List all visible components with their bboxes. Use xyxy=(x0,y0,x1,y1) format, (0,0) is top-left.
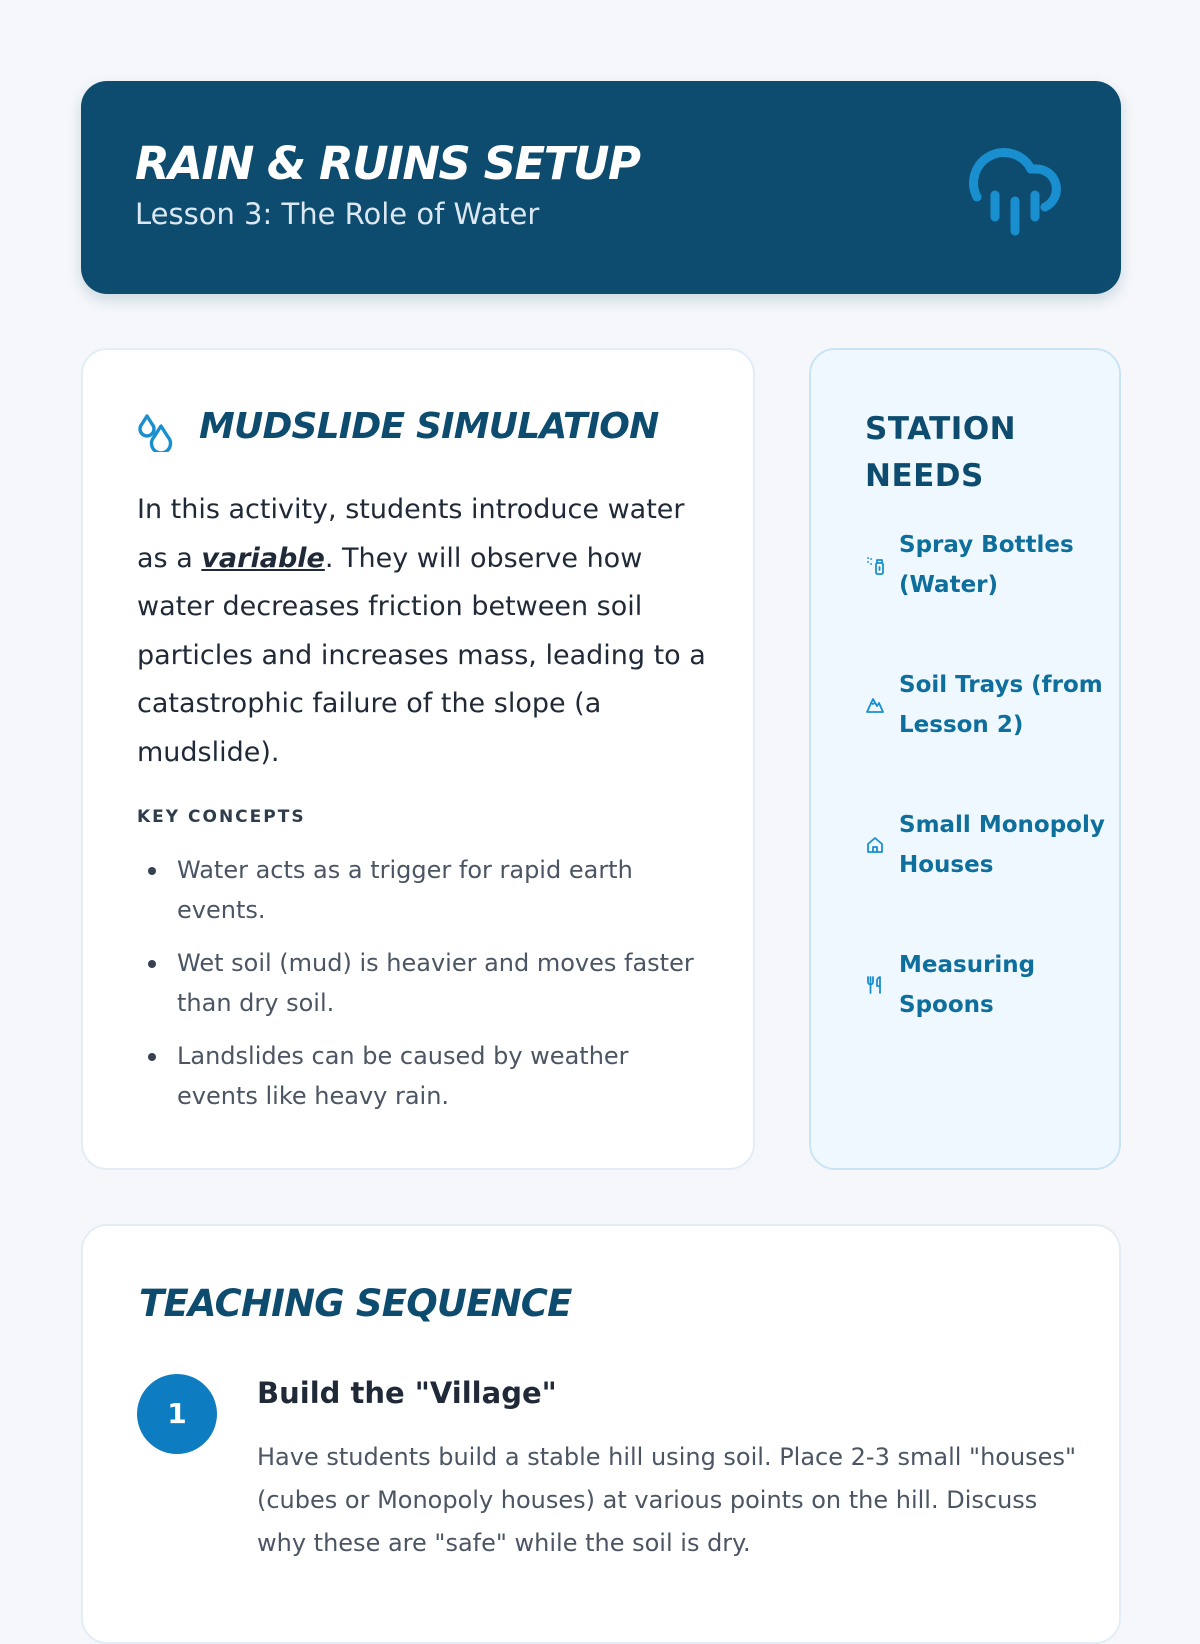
house-icon xyxy=(865,835,885,855)
station-needs-title: STATION NEEDS xyxy=(865,411,1017,494)
list-item: Landslides can be caused by weather events like heavy rain. xyxy=(137,1036,717,1116)
station-needs-card xyxy=(809,348,1121,1170)
lesson-header xyxy=(81,81,1121,294)
step-title: Build the "Village" xyxy=(257,1376,557,1410)
spray-bottle-icon xyxy=(865,555,885,575)
description-text: In this activity, students introduce water as a xyxy=(137,494,685,574)
simulation-description xyxy=(137,486,717,777)
list-item: Wet soil (mud) is heavier and moves faster than dry soil. xyxy=(137,943,717,1023)
simulation-title: MUDSLIDE SIMULATION xyxy=(199,406,659,447)
need-item-measuring-spoons xyxy=(865,945,1105,1025)
teaching-sequence-title: TEACHING SEQUENCE xyxy=(139,1282,572,1325)
step-description: Have students build a stable hill using soil. Place 2-3 small "houses" (cubes or Monopoly houses) at various points on the hill. Discuss why these are "safe" while the soil is dry. xyxy=(257,1443,1076,1557)
need-item-soil-trays xyxy=(865,665,1105,745)
variable-term: variable xyxy=(201,542,325,574)
key-concepts-label: KEY CONCEPTS xyxy=(137,807,306,827)
droplets-icon xyxy=(137,412,173,452)
step-number-badge: 1 xyxy=(137,1374,217,1454)
bullet-icon xyxy=(148,1053,156,1061)
key-concepts-list xyxy=(137,850,717,1129)
list-item: Water acts as a trigger for rapid earth events. xyxy=(137,850,717,930)
bullet-icon xyxy=(148,867,156,875)
need-label: Small Monopoly Houses xyxy=(899,812,1105,878)
cloud-rain-icon xyxy=(963,139,1067,239)
utensils-icon xyxy=(865,975,885,995)
page-title: RAIN & RUINS SETUP xyxy=(135,137,640,190)
need-item-monopoly-houses xyxy=(865,805,1105,885)
need-label: Measuring Spoons xyxy=(899,952,1036,1018)
teaching-sequence-card xyxy=(81,1224,1121,1644)
lesson-subtitle: Lesson 3: The Role of Water xyxy=(135,197,540,231)
description-text-continued: . They will observe how water decreases friction between soil particles and increases mass, leading to a catastrophic failure of the slope (a mudslide). xyxy=(137,542,706,768)
need-item-spray-bottles xyxy=(865,525,1105,605)
need-label: Spray Bottles (Water) xyxy=(899,532,1074,598)
bullet-icon xyxy=(148,960,156,968)
mountain-icon xyxy=(865,695,885,715)
need-label: Soil Trays (from Lesson 2) xyxy=(899,672,1103,738)
simulation-card xyxy=(81,348,755,1170)
